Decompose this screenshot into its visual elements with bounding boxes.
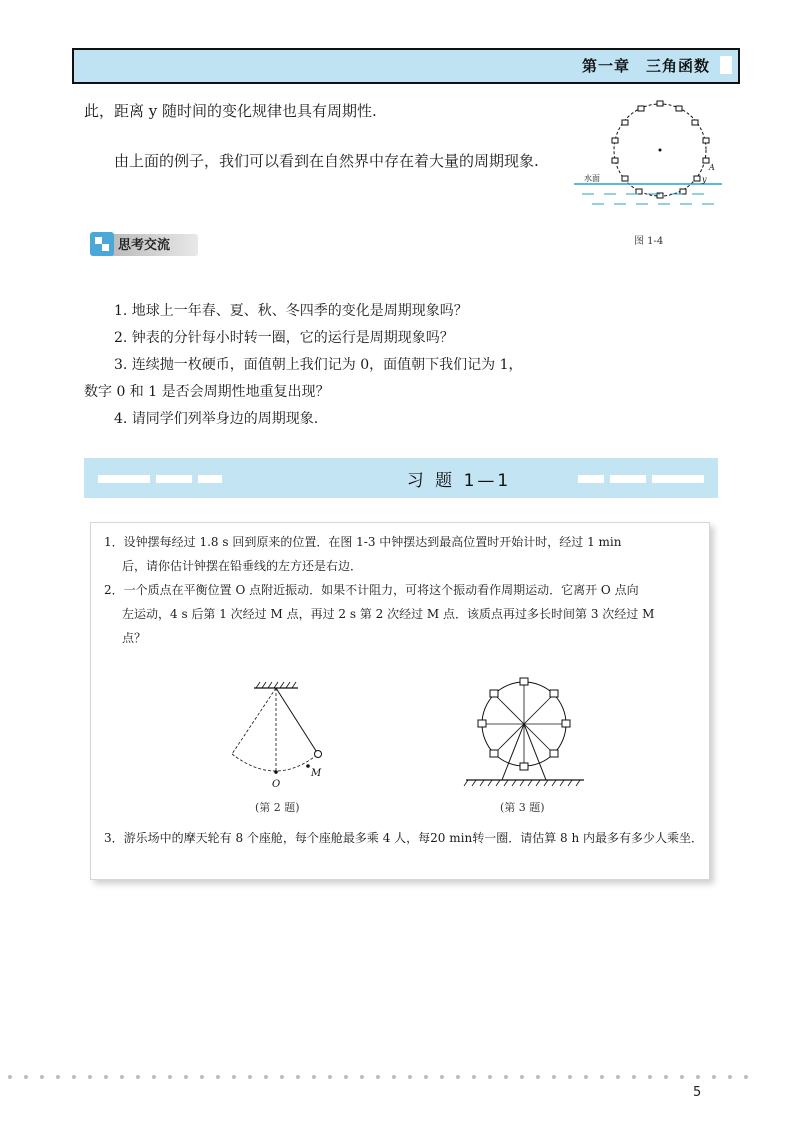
point-a-label: A: [709, 163, 715, 172]
exercise-item: 左运动，4 s 后第 1 次经过 M 点，再过 2 s 第 2 次经过 M 点．该质点再过多长时间第 3 次经过 M: [122, 607, 655, 621]
banner-decoration: [98, 475, 150, 483]
footer-dotted-rule: [0, 1072, 800, 1082]
intro-paragraph: 由上面的例子，我们可以看到在自然界中存在着大量的周期现象.: [114, 152, 539, 170]
think-question: 2. 钟表的分针每小时转一圈，它的运行是周期现象吗？: [114, 330, 454, 346]
banner-decoration: [198, 475, 222, 483]
exercise-item: 点？: [122, 631, 147, 645]
exercise-item-3: 3．游乐场中的摩天轮有 8 个座舱，每个座舱最多乘 4 人，每20 min转一圈．请估算 8 h 内最多有多少人乘坐．: [104, 831, 704, 845]
think-discuss-label: 思考交流: [118, 238, 171, 253]
exercise-item: 2．一个质点在平衡位置 O 点附近振动．如果不计阻力，可将这个振动看作周期运动．它离开 O 点向: [104, 583, 639, 597]
banner-decoration: [156, 475, 192, 483]
think-question: 数字 0 和 1 是否会周期性地重复出现？: [84, 384, 330, 400]
exercise-item: 1．设钟摆每经过 1.8 s 回到原来的位置．在图 1-3 中钟摆达到最高位置时开始计时，经过 1 min: [104, 535, 622, 549]
exercise-item: 后，请你估计钟摆在铅垂线的左方还是右边．: [122, 559, 363, 573]
think-question: 4. 请同学们列举身边的周期现象.: [114, 411, 319, 427]
think-discuss-badge: [84, 228, 200, 260]
fig3-caption: (第 3 题): [500, 801, 545, 814]
chapter-header-bar: [72, 48, 740, 84]
think-question: 3. 连续抛一枚硬币，面值朝上我们记为 0，面值朝下我们记为 1，: [114, 357, 523, 373]
banner-decoration: [652, 475, 704, 483]
ferris-wheel-figure: [458, 676, 598, 796]
banner-decoration: [610, 475, 646, 483]
exercise-banner: [84, 458, 718, 498]
chapter-title: 第一章 三角函数: [581, 57, 710, 75]
label-o: O: [272, 779, 281, 790]
banner-decoration: [578, 475, 604, 483]
page-number: 5: [693, 1085, 702, 1100]
label-m: M: [311, 768, 322, 779]
point-y-label: y: [702, 175, 707, 184]
intro-line: 此，距离 y 随时间的变化规律也具有周期性.: [84, 102, 377, 120]
figure-1-4-caption: 图 1-4: [634, 236, 664, 247]
water-label: 水面: [584, 174, 600, 183]
think-question: 1. 地球上一年春、夏、秋、冬四季的变化是周期现象吗？: [114, 303, 468, 319]
figure-1-4-ferris-wheel: [572, 92, 732, 222]
fig2-caption: (第 2 题): [255, 801, 300, 814]
exercise-title: 习 题 1—1: [406, 471, 512, 491]
pendulum-figure: [212, 676, 352, 796]
header-tab-decoration: [720, 56, 732, 74]
exercise-list: [104, 530, 704, 650]
think-question-list: [84, 298, 584, 433]
